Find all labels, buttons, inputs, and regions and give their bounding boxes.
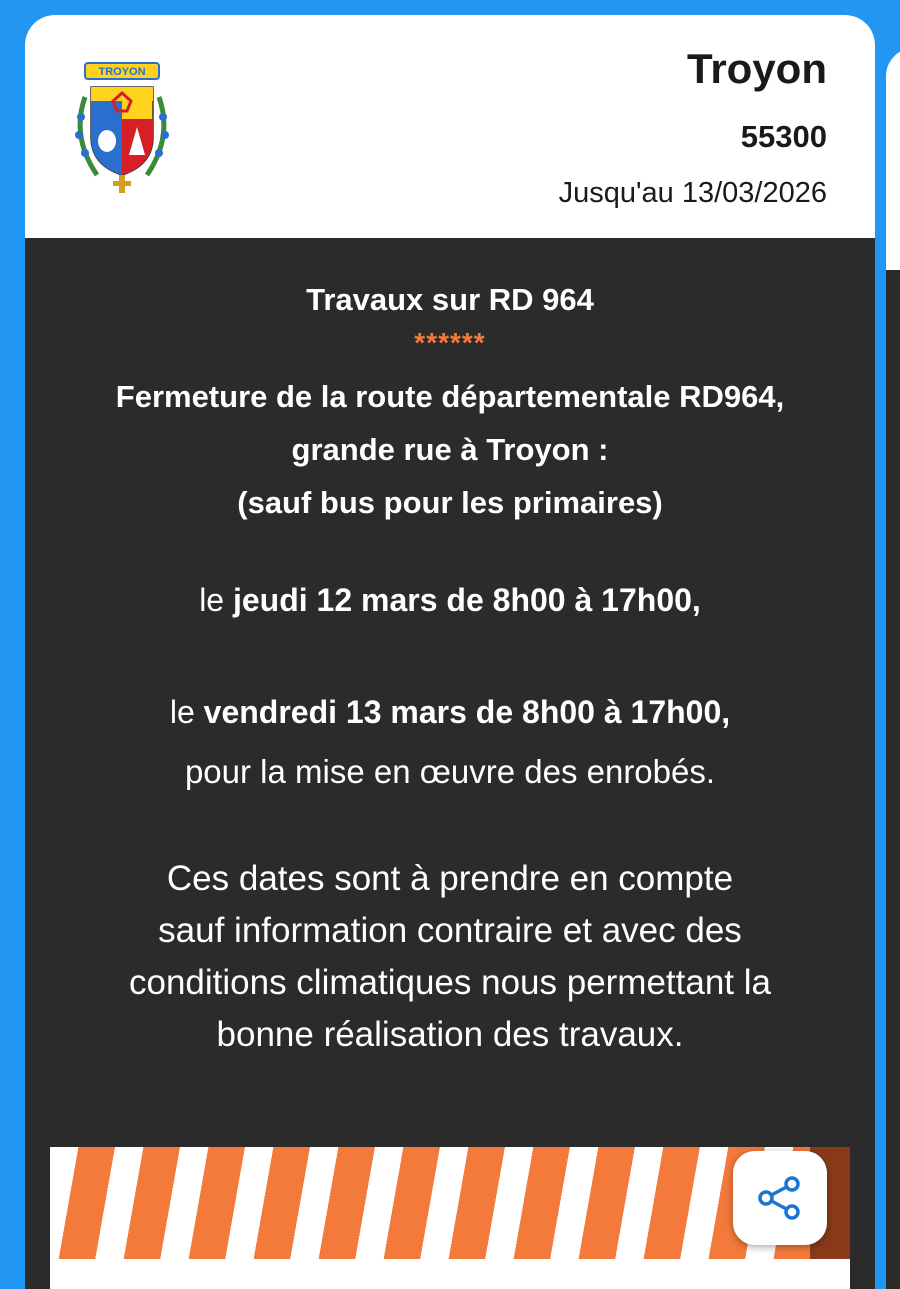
town-name: Troyon (686, 45, 827, 92)
share-icon (757, 1175, 803, 1221)
barrier-stripes (50, 1147, 850, 1259)
valid-until-date: Jusqu'au 13/03/2026 (558, 177, 827, 209)
date-2-bold: vendredi 13 mars de 8h00 à 17h00, (203, 694, 731, 730)
notice-card (25, 15, 875, 1289)
postcode: 55300 (740, 119, 827, 154)
notice-body (25, 278, 875, 1061)
date-1-prefix: le (199, 582, 233, 618)
date-1-bold: jeudi 12 mars de 8h00 à 17h00, (232, 582, 701, 618)
closure-line-3: (sauf bus pour les primaires) (237, 485, 663, 520)
separator-stars: ****** (414, 327, 486, 358)
disclaimer-text (45, 853, 855, 1061)
notice-header (25, 15, 875, 238)
roadwork-barrier-image (50, 1147, 850, 1289)
closure-date-2 (45, 687, 855, 737)
crest-icon (67, 57, 177, 197)
works-purpose: pour la mise en œuvre des enrobés. (184, 753, 716, 790)
closure-line-1: Fermeture de la route départementale RD964, (115, 379, 785, 414)
town-crest-logo (67, 57, 177, 197)
disclaimer-line-3: conditions climatiques nous permettant la (128, 963, 771, 1002)
date-2-prefix: le (169, 694, 204, 730)
share-button[interactable] (733, 1151, 827, 1245)
disclaimer-line-4: bonne réalisation des travaux. (216, 1015, 684, 1054)
closure-line-2: grande rue à Troyon : (291, 432, 609, 467)
next-notice-card-edge[interactable] (886, 48, 900, 1289)
closure-text (45, 370, 855, 529)
crest-banner-text: TROYON (98, 66, 146, 78)
next-notice-card-body (886, 270, 900, 1289)
closure-date-1 (45, 575, 855, 625)
disclaimer-line-2: sauf information contraire et avec des (158, 911, 742, 950)
disclaimer-line-1: Ces dates sont à prendre en compte (166, 859, 734, 898)
notice-title: Travaux sur RD 964 (306, 282, 594, 317)
